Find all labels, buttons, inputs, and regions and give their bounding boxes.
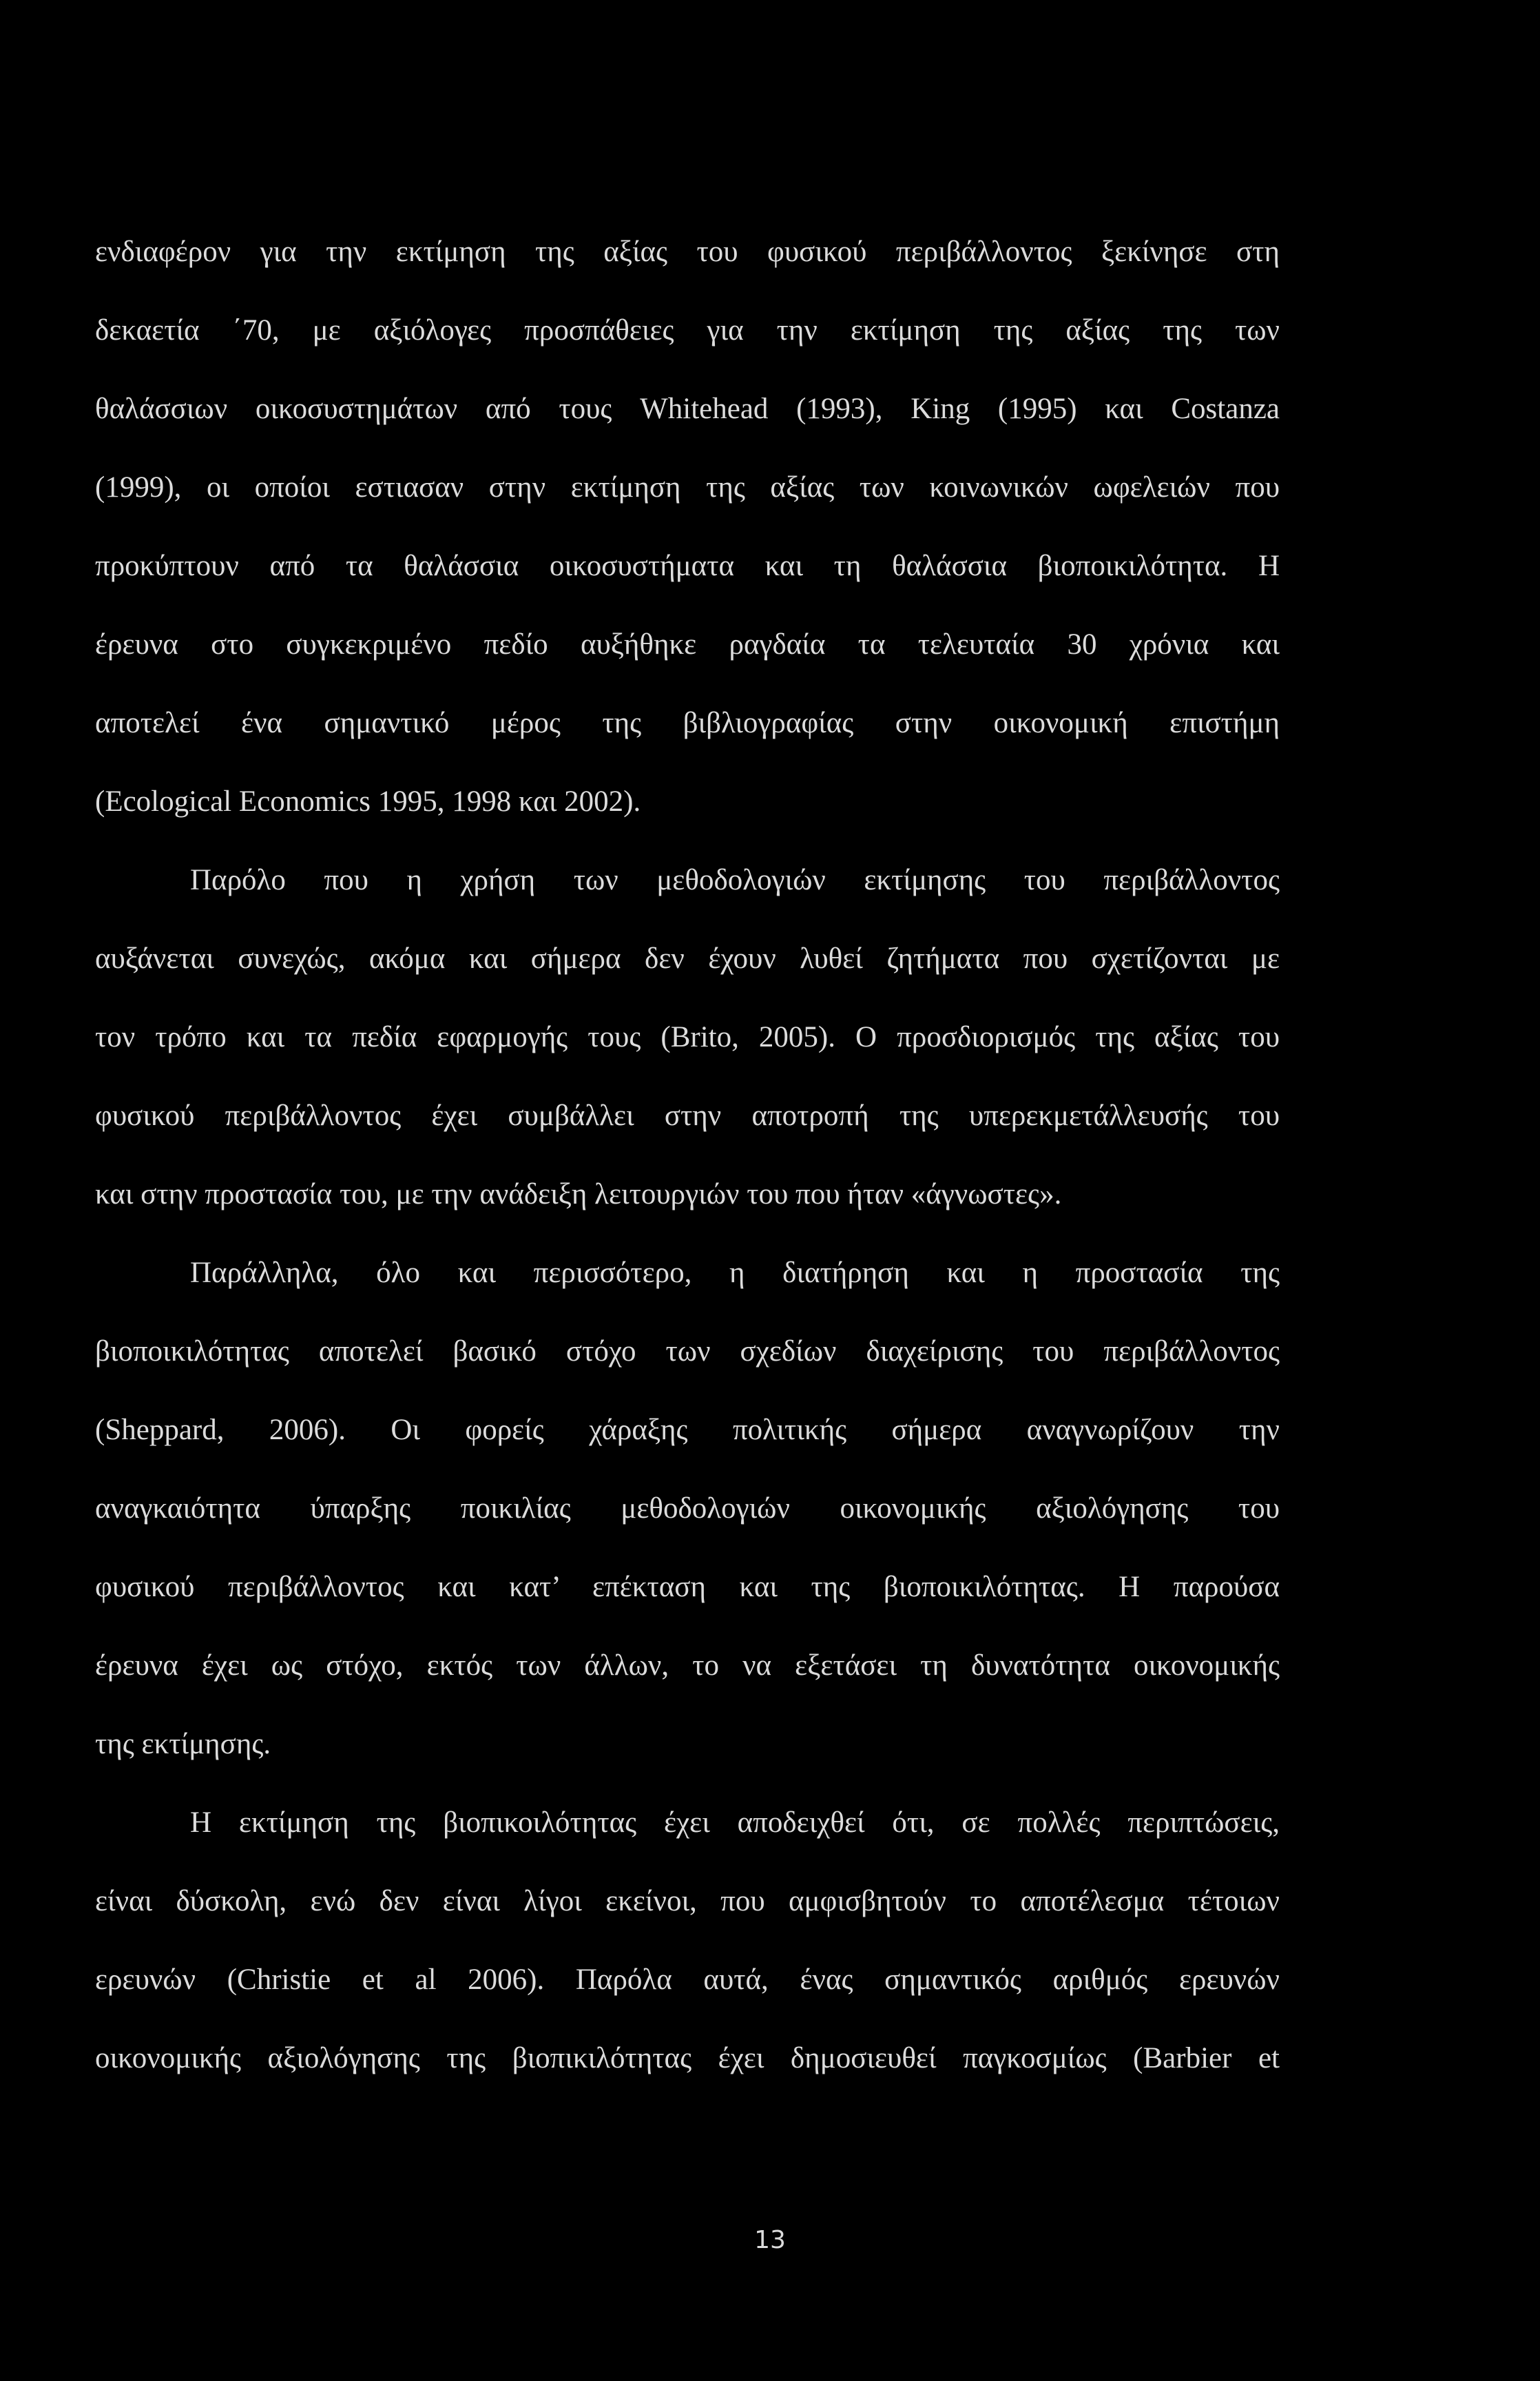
text-line: ερευνών (Christie et al 2006). Παρόλα αυτά, ένας σημαντικός αριθμός ερευνών	[95, 1963, 1280, 1996]
page-number: 13	[754, 2226, 786, 2254]
text-line: θαλάσσιων οικοσυστημάτων από τους Whitehead (1993), King (1995) και Costanza	[95, 393, 1280, 425]
text-line: δεκαετία ΄70, με αξιόλογες προσπάθειες για την εκτίμηση της αξίας της των	[95, 314, 1280, 347]
text-line: είναι δύσκολη, ενώ δεν είναι λίγοι εκείνοι, που αμφισβητούν το αποτέλεσμα τέτοιων	[95, 1885, 1280, 1917]
text-line: ενδιαφέρον για την εκτίμηση της αξίας του φυσικού περιβάλλοντος ξεκίνησε στη	[95, 236, 1280, 268]
text-line: της εκτίμησης.	[95, 1728, 271, 1760]
text-line: τον τρόπο και τα πεδία εφαρμογής τους (Brito, 2005). Ο προσδιορισμός της αξίας του	[95, 1021, 1280, 1053]
text-line: αποτελεί ένα σημαντικό μέρος της βιβλιογραφίας στην οικονομική επιστήμη	[95, 707, 1280, 739]
text-line: έρευνα έχει ως στόχο, εκτός των άλλων, το να εξετάσει τη δυνατότητα οικονομικής	[95, 1649, 1280, 1682]
text-line: (Ecological Economics 1995, 1998 και 2002).	[95, 785, 641, 818]
text-line: (1999), οι οποίοι εστιασαν στην εκτίμηση της αξίας των κοινωνικών ωφελειών που	[95, 471, 1280, 504]
text-line: προκύπτουν από τα θαλάσσια οικοσυστήματα και τη θαλάσσια βιοποικιλότητα. Η	[95, 550, 1280, 582]
paragraph-first-line: Παράλληλα, όλο και περισσότερο, η διατήρηση και η προστασία της	[190, 1257, 1280, 1289]
text-line: αυξάνεται συνεχώς, ακόμα και σήμερα δεν έχουν λυθεί ζητήματα που σχετίζονται με	[95, 942, 1280, 975]
text-line: οικονομικής αξιολόγησης της βιοπικιλότητας έχει δημοσιευθεί παγκοσμίως (Barbier et	[95, 2042, 1280, 2074]
paragraph-first-line: Παρόλο που η χρήση των μεθοδολογιών εκτίμησης του περιβάλλοντος	[190, 864, 1280, 896]
paragraph-first-line: Η εκτίμηση της βιοπικοιλότητας έχει αποδειχθεί ότι, σε πολλές περιπτώσεις,	[190, 1806, 1280, 1839]
text-line: αναγκαιότητα ύπαρξης ποικιλίας μεθοδολογιών οικονομικής αξιολόγησης του	[95, 1492, 1280, 1525]
text-line: (Sheppard, 2006). Οι φορείς χάραξης πολιτικής σήμερα αναγνωρίζουν την	[95, 1414, 1280, 1446]
text-line: βιοποικιλότητας αποτελεί βασικό στόχο των σχεδίων διαχείρισης του περιβάλλοντος	[95, 1335, 1280, 1368]
text-line: φυσικού περιβάλλοντος έχει συμβάλλει στην αποτροπή της υπερεκμετάλλευσής του	[95, 1100, 1280, 1132]
text-line: έρευνα στο συγκεκριμένο πεδίο αυξήθηκε ραγδαία τα τελευταία 30 χρόνια και	[95, 628, 1280, 661]
text-line: φυσικού περιβάλλοντος και κατ’ επέκταση και της βιοποικιλότητας. Η παρούσα	[95, 1571, 1280, 1603]
text-line: και στην προστασία του, με την ανάδειξη λειτουργιών του που ήταν «άγνωστες».	[95, 1178, 1062, 1210]
